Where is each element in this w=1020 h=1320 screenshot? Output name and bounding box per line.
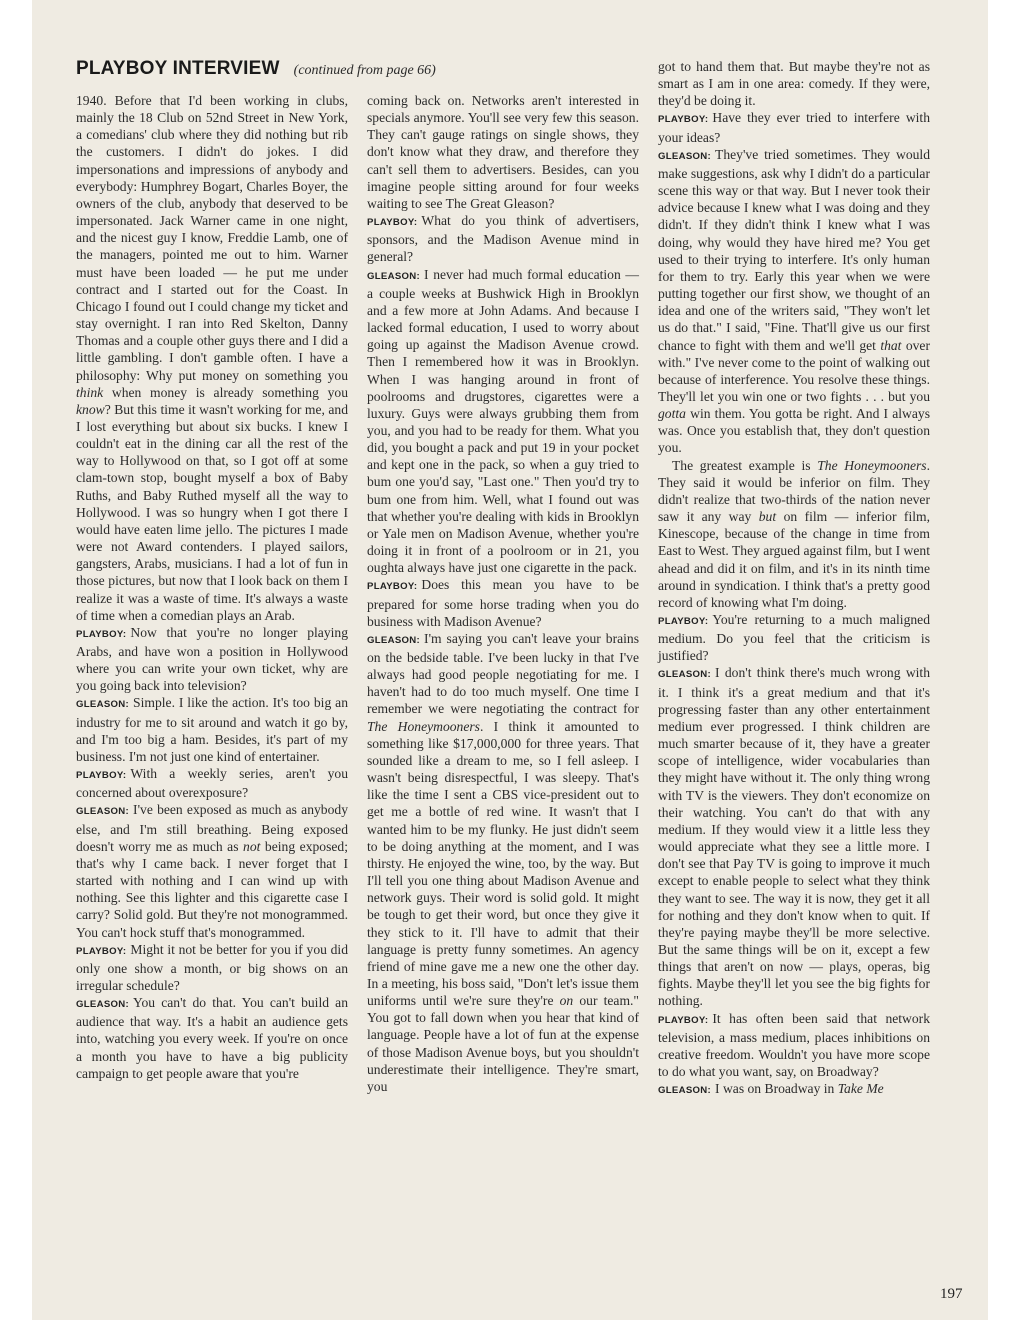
paragraph bbox=[658, 109, 930, 145]
text-run: 1940. Before that I'd been working in clubs, mainly the 18 Club on 52nd Street in New York, a comedians' club where they did nothing but rib the customers. I didn't do jokes. I did impersonations and impressions of anybody and everybody: Humphrey Bogart, Charles Boyer, the owners of the club, anybody that deserved to be impersonated. Jack Warner came in one night, and the nicest guy I know, Freddie Lamb, one of the managers, pointed me out to him. Warner must have been loaded — he put me under contract and I started out for the Coast. In Chicago I found out I could change my ticket and stay overnight. I ran into Red Skelton, Danny Thomas and a couple other guys there and I did a little gambling. I don't gamble often. I have a philosophy: Why put money on something you bbox=[76, 93, 348, 383]
text-run: The greatest example is bbox=[672, 457, 818, 473]
speaker-label: GLEASON: bbox=[76, 699, 130, 711]
italic-text: know bbox=[76, 401, 105, 417]
paragraph bbox=[76, 941, 348, 994]
text-run: got to hand them that. But maybe they're not as smart as I am in one area: comedy. If they were, they'd be doing it. bbox=[658, 59, 930, 109]
paragraph bbox=[76, 994, 348, 1082]
paragraph bbox=[76, 92, 348, 624]
paragraph bbox=[76, 801, 348, 940]
text-run: being exposed; that's why I came back. I never forget that I started with nothing and I can wind up with nothing. See this lighter and this cigarette case I carry? Solid gold. But they're not monogrammed. You can't hock stuff that's monogrammed. bbox=[76, 838, 348, 940]
speaker-label: PLAYBOY: bbox=[76, 945, 127, 957]
text-run: when money is already something you bbox=[103, 384, 348, 400]
text-run: ? But this time it wasn't working for me, and I lost everything but about six bucks. I knew I couldn't eat in the dining car all the rest of the way to Hollywood on that, so I got off at some clam-town stop, bought myself a box of Baby Ruths, and Baby Ruthed myself all the way to Hollywood. I was so hungry when I got there I would have eaten lime jello. The pictures I made were not Award contenders. I played sailors, gangsters, Arabs, musicians. I had a lot of fun in those pictures, but now that I look back on them I realize it was a waste of time. It's always a waste of time when a comedian plays an Arab. bbox=[76, 401, 348, 623]
speaker-label: GLEASON: bbox=[658, 150, 712, 162]
speaker-label: GLEASON: bbox=[76, 999, 130, 1011]
paragraph bbox=[367, 630, 639, 1095]
italic-text: gotta bbox=[658, 406, 686, 422]
speaker-label: PLAYBOY: bbox=[367, 217, 418, 229]
text-column-1 bbox=[76, 92, 348, 1082]
text-run: Now that you're no longer playing Arabs, and have won a position in Hollywood where you can write your own ticket, why are you going back into television? bbox=[76, 624, 348, 694]
speaker-label: PLAYBOY: bbox=[76, 770, 127, 782]
italic-text: think bbox=[76, 384, 104, 400]
text-column-2 bbox=[367, 92, 639, 1095]
text-run: coming back on. Networks aren't interested in specials anymore. You'll see very few this season. They can't gauge ratings on single shows, they don't know what they draw, and therefore they can't sell them to advertisers. Besides, can you imagine people sitting around for four weeks waiting to see The Great Gleason? bbox=[367, 93, 639, 211]
section-title: PLAYBOY INTERVIEW bbox=[76, 58, 280, 79]
paragraph bbox=[367, 576, 639, 629]
italic-text: The Honeymooners bbox=[817, 457, 927, 473]
text-run: They've tried sometimes. They would make suggestions, ask why I didn't do a particular scene this way or that way. But I never took their advice because I knew what I was doing and they didn't. If they didn't think I knew what I was doing, why would they have hired me? You get used to their trying to interfere. It's only human for them to try. Early this year when we were putting together our first show, we thought of an idea and one of the writers said, "They won't let us do that." I said, "Fine. That'll give us our first chance to fight with them and we'll get bbox=[658, 146, 930, 353]
continued-note: (continued from page 66) bbox=[293, 63, 436, 78]
text-run: Have they ever tried to interfere with your ideas? bbox=[658, 110, 930, 145]
paragraph bbox=[658, 664, 930, 1009]
speaker-label: PLAYBOY: bbox=[76, 628, 127, 640]
paragraph bbox=[658, 611, 930, 664]
paragraph bbox=[367, 212, 639, 265]
italic-text: The Honeymooners bbox=[367, 718, 480, 734]
speaker-label: GLEASON: bbox=[367, 634, 421, 646]
speaker-label: PLAYBOY: bbox=[658, 616, 709, 627]
paragraph bbox=[76, 765, 348, 801]
page-number: 197 bbox=[940, 1286, 963, 1302]
text-run: You're returning to a much maligned medium. Do you feel that the criticism is justified? bbox=[658, 612, 930, 664]
text-run: . I think it amounted to something like $17,000,000 for three years. That sounded like a dream to me, so I fell asleep. I wasn't being disrespectful, I was sleepy. That's like the time I sent a CBS vice-president out to get me a bottle of red wine. It wasn't that I wanted him to be my flunky. He just didn't seem to be doing anything at the moment, and I was thirsty. He enjoyed the wine, too, by the way. But I'll tell you one thing about Madison Avenue and network guys. Their word is solid gold. It might be tough to get their word, but once they give it they stick to it. I'll have to admit that their language is pretty funny sometimes. An agency friend of mine gave me a new one the other day. In a meeting, his boss said, "Don't let's issue them uniforms until we're sure they're bbox=[367, 718, 639, 1009]
page-header bbox=[76, 58, 436, 80]
speaker-label: GLEASON: bbox=[76, 806, 130, 818]
paragraph bbox=[658, 457, 930, 611]
text-run: I'm saying you can't leave your brains on the bedside table. I've been lucky in that I've always had good people negotiating for me. I haven't had to do too much myself. One time I remember we were negotiating the contract for bbox=[367, 630, 639, 717]
text-column-3 bbox=[658, 58, 930, 1099]
text-run: win them. You gotta be right. And I always was. Once you establish that, they don't question you. bbox=[658, 406, 930, 456]
speaker-label: GLEASON: bbox=[658, 669, 712, 681]
speaker-label: PLAYBOY: bbox=[658, 114, 709, 126]
paragraph bbox=[76, 694, 348, 765]
text-run: You can't do that. You can't build an audience that way. It's a habit an audience gets into, watching you every week. If you're on once a month you have to have a big publicity campaign to get people aware that you're bbox=[76, 995, 348, 1081]
paragraph bbox=[367, 266, 639, 577]
text-run: I was on Broadway in bbox=[715, 1081, 838, 1097]
text-run: Simple. I like the action. It's too big an industry for me to sit around and watch it go by, and I'm too big a ham. Besides, it's part of my business. I'm not just one kind of entertainer. bbox=[76, 695, 348, 764]
magazine-page bbox=[32, 0, 988, 1320]
italic-text: that bbox=[880, 337, 902, 353]
paragraph bbox=[76, 624, 348, 695]
italic-text: Take Me bbox=[837, 1081, 884, 1097]
italic-text: not bbox=[243, 838, 261, 854]
paragraph bbox=[367, 92, 639, 212]
text-run: What do you think of advertisers, sponsors, and the Madison Avenue mind in general? bbox=[367, 213, 639, 265]
speaker-label: PLAYBOY: bbox=[658, 1014, 709, 1026]
speaker-label: GLEASON: bbox=[658, 1085, 712, 1097]
text-run: our team." You got to fall down when you hear that kind of language. People have a lot of fun at the expense of those Madison Avenue boys, but you shouldn't underestimate their intelligence. They're smart, you bbox=[367, 993, 639, 1094]
text-run: I've been exposed as much as anybody else, and I'm still breathing. Being exposed doesn't worry me as much as bbox=[76, 802, 348, 854]
text-run: over with." I've never come to the point of walking out because of interference. You resolve these things. They'll let you win one or two fights . . . but you bbox=[658, 337, 930, 404]
text-run: Might it not be better for you if you did only one show a month, or big shows on an irregular schedule? bbox=[76, 941, 348, 993]
italic-text: on bbox=[559, 993, 574, 1009]
paragraph bbox=[658, 1080, 930, 1099]
text-run: on film — inferior film, Kinescope, because of the change in time from East to West. They argued against film, but I went ahead and did it on film, and it's in its ninth time around in syndication. I think that's a pretty good record of knowing what I'm doing. bbox=[658, 509, 930, 610]
text-run: Does this mean you have to be prepared for some horse trading when you do business with Madison Avenue? bbox=[367, 577, 639, 629]
paragraph bbox=[658, 58, 930, 109]
paragraph bbox=[658, 146, 930, 457]
paragraph bbox=[658, 1010, 930, 1081]
text-run: With a weekly series, aren't you concerned about overexposure? bbox=[76, 766, 348, 801]
text-run: It has often been said that network television, a mass medium, places inhibitions on creative freedom. Wouldn't you have more scope to do what you want, say, on Broadway? bbox=[658, 1010, 930, 1080]
text-run: I don't think there's much wrong with it. I think it's a great medium and that it's progressing faster than any other entertainment medium ever progressed. I think children are much smarter because of it, they have a greater scope of intelligence, wider vocabularies than they might have without it. The only thing wrong with TV is the viewers. They don't economize on their watching. You can't do that with any medium. If they would view it a little less they would appreciate what they see a little more. I don't see that Pay TV is going to improve it much except to enable people to select what they think they want to see. The way it is now, they get it all for nothing and they don't know when to quit. If they're paying maybe they'll be more selective. But the same things will be on it, except a few things that aren't on now — plays, operas, big fights. Maybe they'll let you see the big fights for nothing. bbox=[658, 665, 930, 1009]
italic-text: but bbox=[758, 509, 777, 525]
speaker-label: PLAYBOY: bbox=[367, 581, 418, 593]
text-run: . They said it would be inferior on film. They didn't realize that two-thirds of the nation never saw it any way bbox=[658, 457, 931, 525]
speaker-label: GLEASON: bbox=[367, 270, 421, 282]
text-run: I never had much formal education — a couple weeks at Bushwick High in Brooklyn and a few more at John Adams. And because I lacked formal education, I used to worry about going up against the Madison Avenue crowd. Then I remembered how it was in Brooklyn. When I was hanging around in front of poolrooms and drugstores, cigarettes were a luxury. Guys were always grubbing them from you, and you had to be ready for them. What you did, you bought a pack and put 19 in your pocket and kept one in the pack, so when a guy tried to bum one you'd say, "Last one." Then you'd try to bum one from him. Well, what I found out was that whether you're dealing with kids in Brooklyn or Yale men on Madison Avenue, whether you're doing it in front of a poolroom or in 21, you oughta always have just one cigarette in the pack. bbox=[367, 266, 639, 576]
